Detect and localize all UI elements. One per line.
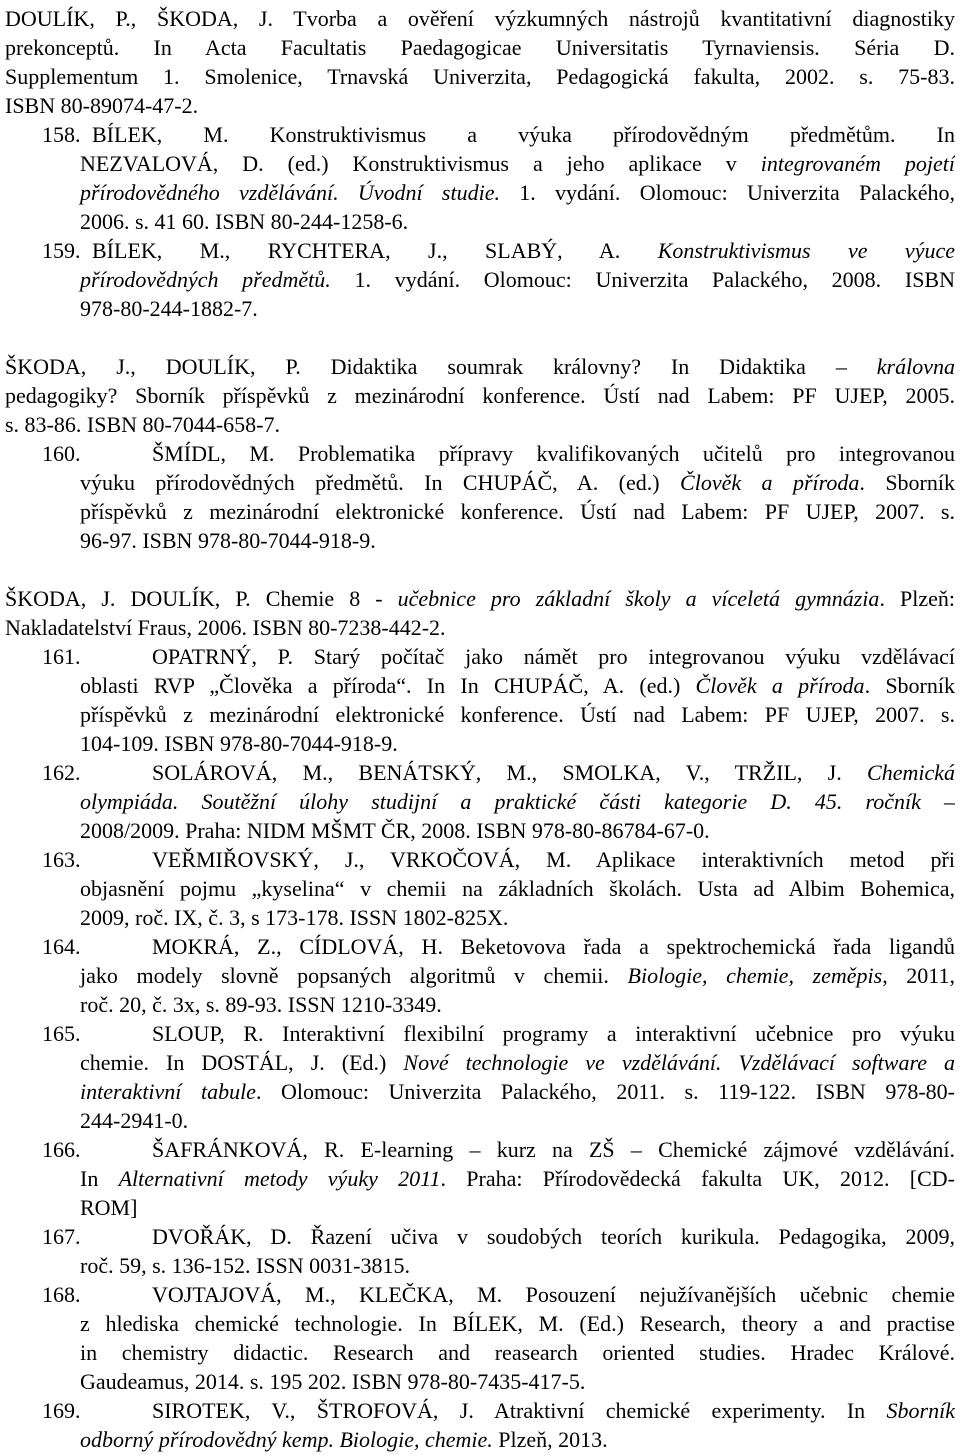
reference-number: 160. [42,441,81,466]
text-segment: SLOUP, R. Interaktivní flexibilní programy a interaktivní učebnice pro výuku [152,1021,955,1046]
text-segment: 1. vydání. Olomouc: Univerzita Palackého, [499,180,955,205]
reference-line [5,207,955,236]
reference-entry [5,236,955,323]
reference-line [5,1106,955,1135]
reference-line [5,700,955,729]
reference-line [5,149,955,178]
reference-line-text [152,1396,955,1425]
reference-line [5,1396,955,1425]
text-segment: 1. vydání. Olomouc: Univerzita Palackého, 2008. ISBN [330,267,955,292]
text-segment: pedagogiky? Sborník příspěvků z mezinárodní konference. Ústí nad Labem: PF UJEP, 2005. [5,383,955,408]
text-segment: roč. 20, č. 3x, s. 89-93. ISSN 1210-3349. [80,992,442,1017]
text-segment: NEZVALOVÁ, D. (ed.) Konstruktivismus a jeho aplikace v [80,151,761,176]
text-segment: VEŘMIŘOVSKÝ, J., VRKOČOVÁ, M. Aplikace interaktivních metod při [152,847,955,872]
reference-group [5,4,955,323]
reference-line-text [152,845,955,874]
text-segment: . Plzeň: [879,586,955,611]
reference-entry [5,932,955,1019]
reference-line-text [152,1135,955,1164]
reference-line [5,845,955,874]
reference-line [5,671,955,700]
reference-line [5,1222,955,1251]
text-segment: . Olomouc: Univerzita Palackého, 2011. s. 119-122. ISBN 978-80- [255,1079,955,1104]
text-segment: SOLÁROVÁ, M., BENÁTSKÝ, M., SMOLKA, V., TRŽIL, J. [152,760,868,785]
italic-text: Biologie, chemie, zeměpis [627,963,883,988]
reference-number: 169. [42,1398,81,1423]
reference-entry [5,584,955,642]
reference-entry [5,845,955,932]
text-segment: in chemistry didactic. Research and reasearch oriented studies. Hradec Králové. [80,1340,955,1365]
reference-line [5,1251,955,1280]
italic-text: Nové technologie ve vzdělávání. Vzdělávací software a [403,1050,955,1075]
reference-line [5,961,955,990]
reference-line-text [152,642,955,671]
reference-line [5,526,955,555]
reference-number: 168. [42,1282,81,1307]
text-segment: objasnění pojmu „kyselina“ v chemii na základních školách. Usta ad Albim Bohemica, [80,876,955,901]
text-segment: BÍLEK, M., RYCHTERA, J., SLABÝ, A. [92,238,658,263]
reference-line [5,439,955,468]
text-segment: In [80,1166,119,1191]
text-segment: . Praha: Přírodovědecká fakulta UK, 2012. [CD- [440,1166,955,1191]
reference-line [5,294,955,323]
reference-entry [5,1135,955,1222]
italic-text: Konstruktivismus ve výuce [657,238,955,263]
reference-line [5,1193,955,1222]
italic-text: přírodovědného vzdělávání. Úvodní studie. [80,180,500,205]
text-segment: výuku přírodovědných předmětů. In CHUPÁČ, A. (ed.) [80,470,681,495]
reference-number: 158. [42,122,81,147]
reference-line [5,874,955,903]
reference-line [5,642,955,671]
reference-line [5,178,955,207]
text-segment: 2008/2009. Praha: NIDM MŠMT ČR, 2008. ISBN 978-80-86784-67-0. [80,818,710,843]
text-segment: z hlediska chemické technologie. In BÍLEK, M. (Ed.) Research, theory a and practise [80,1311,955,1336]
text-segment: Plzeň, 2013. [492,1427,608,1452]
italic-text: Člověk a příroda [695,673,865,698]
reference-line [5,91,955,120]
text-segment: ŠMÍDL, M. Problematika přípravy kvalifikovaných učitelů pro integrovanou [152,441,955,466]
reference-line [5,1135,955,1164]
reference-number: 165. [42,1021,81,1046]
text-segment: ŠAFRÁNKOVÁ, R. E-learning – kurz na ZŠ – Chemické zájmové vzdělávání. [152,1137,955,1162]
text-segment: příspěvků z mezinárodní elektronické konference. Ústí nad Labem: PF UJEP, 2007. s. [80,702,955,727]
reference-entry [5,1280,955,1396]
italic-text: královna [876,354,955,379]
text-segment: 96-97. ISBN 978-80-7044-918-9. [80,528,376,553]
reference-entry [5,1396,955,1454]
reference-number: 161. [42,644,81,669]
text-segment: jako modely slovně popsaných algoritmů v chemii. [80,963,628,988]
text-segment: 104-109. ISBN 978-80-7044-918-9. [80,731,398,756]
reference-line [5,1019,955,1048]
text-segment: Nakladatelství Fraus, 2006. ISBN 80-7238-442-2. [5,615,446,640]
bibliography-page [5,4,955,1454]
italic-text: učebnice pro základní školy a víceletá gymnázia [397,586,880,611]
reference-line-text [92,236,955,265]
reference-line [5,236,955,265]
text-segment: roč. 59, s. 136-152. ISSN 0031-3815. [80,1253,410,1278]
reference-number: 164. [42,934,81,959]
text-segment: , 2011, [882,963,955,988]
reference-line [5,816,955,845]
reference-entry [5,4,955,120]
reference-group [5,584,955,1454]
reference-line [5,787,955,816]
text-segment: ŠKODA, J. DOULÍK, P. Chemie 8 - [5,586,398,611]
reference-line [5,1164,955,1193]
reference-line [5,381,955,410]
reference-number: 166. [42,1137,81,1162]
reference-line [5,410,955,439]
text-segment: 2006. s. 41 60. ISBN 80-244-1258-6. [80,209,409,234]
text-segment: BÍLEK, M. Konstruktivismus a výuka přírodovědným předmětům. In [92,122,955,147]
reference-line-text [152,439,955,468]
italic-text: integrovaném pojetí [760,151,955,176]
text-segment: Gaudeamus, 2014. s. 195 202. ISBN 978-80-7435-417-5. [80,1369,586,1394]
reference-entry [5,642,955,758]
text-segment: 978-80-244-1882-7. [80,296,258,321]
text-segment: ŠKODA, J., DOULÍK, P. Didaktika soumrak královny? In Didaktika – [5,354,877,379]
text-segment: ROM] [80,1195,138,1220]
reference-line [5,584,955,613]
reference-line [5,352,955,381]
text-segment: ISBN 80-89074-47-2. [5,93,199,118]
reference-line [5,1309,955,1338]
reference-entry [5,439,955,555]
reference-line-text [152,1280,955,1309]
text-segment: . Sborník [859,470,955,495]
text-segment: oblasti RVP „Člověka a příroda“. In In CHUPÁČ, A. (ed.) [80,673,696,698]
text-segment: 244-2941-0. [80,1108,189,1133]
text-segment: MOKRÁ, Z., CÍDLOVÁ, H. Beketovova řada a spektrochemická řada ligandů [152,934,955,959]
italic-text: přírodovědných předmětů. [80,267,331,292]
reference-line-text [152,1222,955,1251]
italic-text: Sborník [886,1398,955,1423]
text-segment: Supplementum 1. Smolenice, Trnavská Univerzita, Pedagogická fakulta, 2002. s. 75-83. [5,64,955,89]
reference-number: 163. [42,847,81,872]
text-segment: chemie. In DOSTÁL, J. (Ed.) [80,1050,404,1075]
reference-line [5,33,955,62]
reference-line-text [152,1019,955,1048]
reference-group [5,352,955,555]
reference-entry [5,352,955,439]
reference-line [5,120,955,149]
text-segment: DVOŘÁK, D. Řazení učiva v soudobých teorích kurikula. Pedagogika, 2009, [152,1224,955,1249]
reference-line [5,758,955,787]
reference-entry [5,758,955,845]
text-segment: DOULÍK, P., ŠKODA, J. Tvorba a ověření výzkumných nástrojů kvantitativní diagnostiky [5,6,955,31]
reference-line [5,62,955,91]
reference-line [5,932,955,961]
italic-text: Člověk a příroda [680,470,860,495]
reference-entry [5,1019,955,1135]
italic-text: interaktivní tabule [80,1079,256,1104]
reference-line [5,265,955,294]
reference-line [5,1048,955,1077]
reference-line [5,4,955,33]
reference-entry [5,1222,955,1280]
reference-line [5,1077,955,1106]
reference-line [5,903,955,932]
text-segment: příspěvků z mezinárodní elektronické konference. Ústí nad Labem: PF UJEP, 2007. s. [80,499,955,524]
italic-text: Alternativní metody výuky 2011 [118,1166,441,1191]
text-segment: . Sborník [864,673,955,698]
text-segment: prekonceptů. In Acta Facultatis Paedagogicae Universitatis Tyrnaviensis. Séria D. [5,35,955,60]
reference-line [5,729,955,758]
reference-line-text [152,758,955,787]
reference-entry [5,120,955,236]
text-segment: SIROTEK, V., ŠTROFOVÁ, J. Atraktivní chemické experimenty. In [152,1398,887,1423]
italic-text: Chemická [867,760,955,785]
italic-text: olympiáda. Soutěžní úlohy studijní a praktické části kategorie D. 45. ročník – [80,789,955,814]
reference-number: 159. [42,238,81,263]
reference-number: 162. [42,760,81,785]
reference-line [5,990,955,1019]
reference-line-text [92,120,955,149]
reference-line [5,1338,955,1367]
reference-line [5,613,955,642]
text-segment: VOJTAJOVÁ, M., KLEČKA, M. Posouzení nejužívanějších učebnic chemie [152,1282,955,1307]
reference-line-text [152,932,955,961]
reference-line [5,468,955,497]
reference-line [5,497,955,526]
text-segment: s. 83-86. ISBN 80-7044-658-7. [5,412,280,437]
reference-line [5,1280,955,1309]
text-segment: OPATRNÝ, P. Starý počítač jako námět pro integrovanou výuku vzdělávací [152,644,955,669]
italic-text: odborný přírodovědný kemp. Biologie, chemie. [80,1427,493,1452]
reference-number: 167. [42,1224,81,1249]
reference-line [5,1425,955,1454]
reference-line [5,1367,955,1396]
text-segment: 2009, roč. IX, č. 3, s 173-178. ISSN 1802-825X. [80,905,509,930]
